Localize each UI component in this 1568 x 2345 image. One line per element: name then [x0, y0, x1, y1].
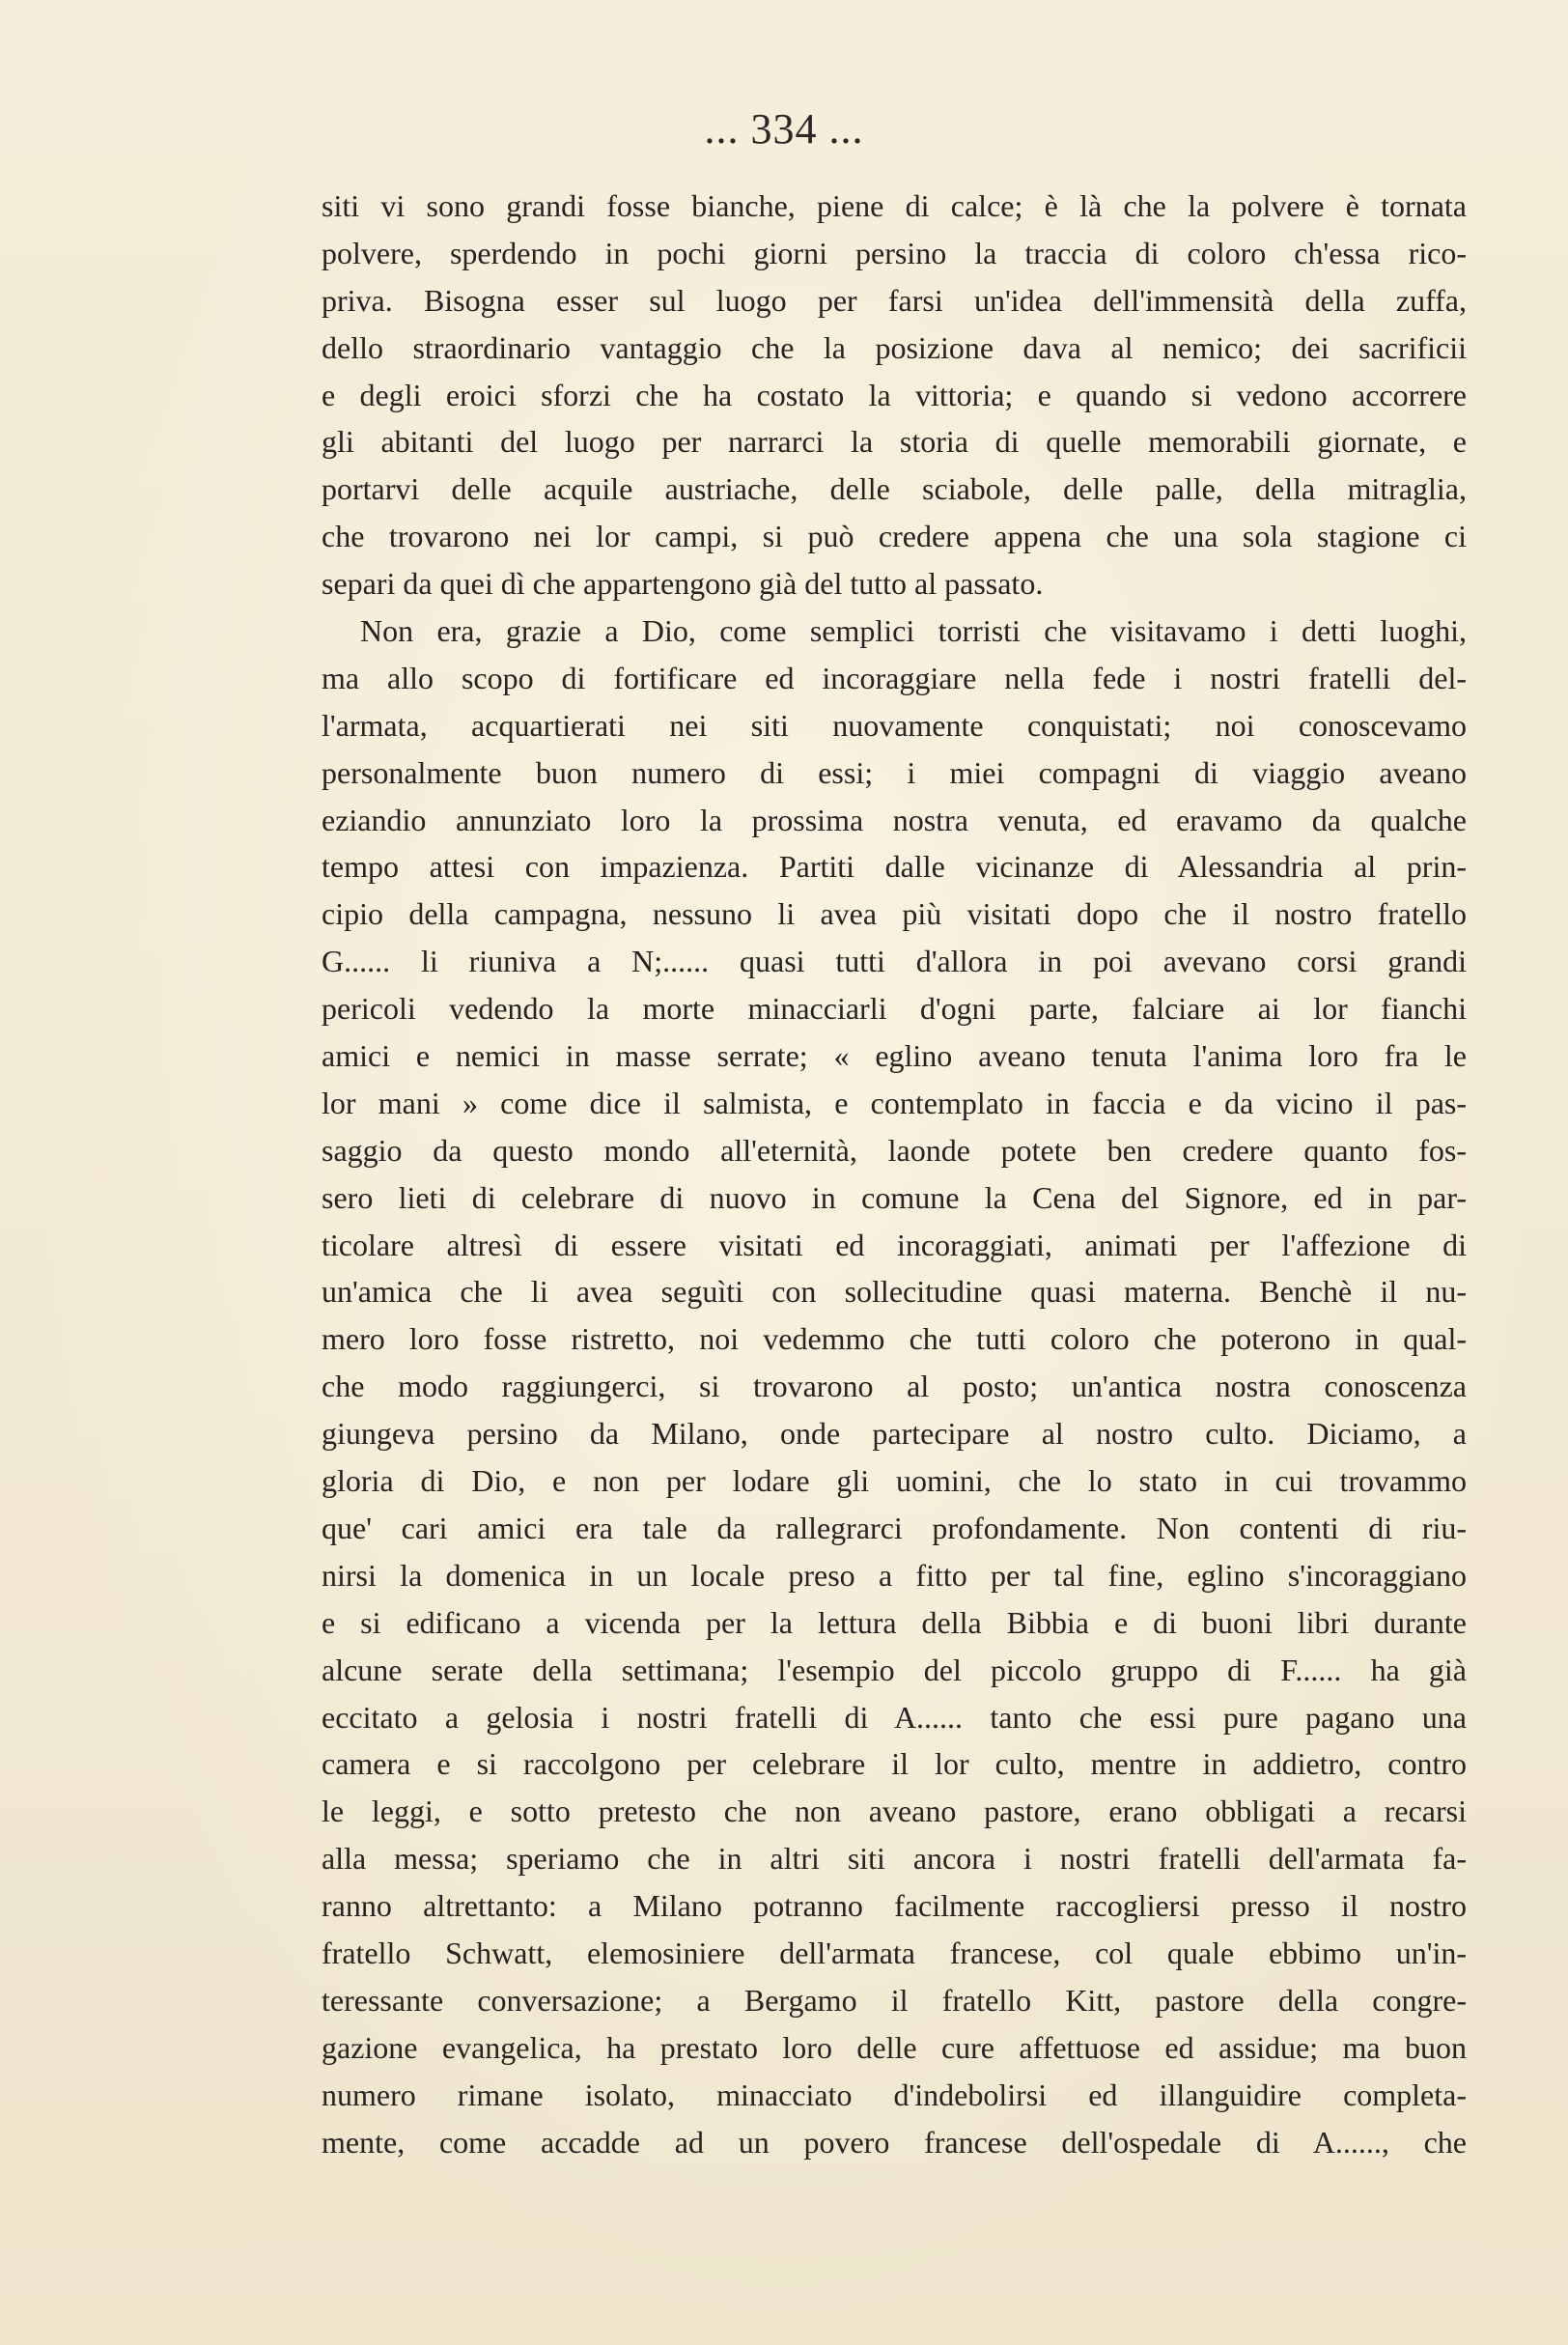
- text-line: sero lieti di celebrare di nuovo in comune la Cena del Signore, ed in par-: [322, 1179, 1467, 1215]
- text-line: polvere, sperdendo in pochi giorni persino la traccia di coloro ch'essa rico-: [322, 235, 1467, 270]
- text-line: alla messa; speriamo che in altri siti ancora i nostri fratelli dell'armata fa-: [322, 1841, 1467, 1877]
- text-line: un'amica che li avea seguìti con sollecitudine quasi materna. Benchè il nu-: [322, 1274, 1467, 1310]
- text-line: ma allo scopo di fortificare ed incoraggiare nella fede i nostri fratelli del-: [322, 660, 1467, 695]
- text-line: numero rimane isolato, minacciato d'indebolirsi ed illanguidire completa-: [322, 2077, 1467, 2112]
- text-line: ticolare altresì di essere visitati ed incoraggiati, animati per l'affezione di: [322, 1227, 1467, 1262]
- page-number: ... 334 ...: [704, 105, 864, 153]
- text-line: portarvi delle acquile austriache, delle sciabole, delle palle, della mitraglia,: [322, 471, 1467, 507]
- text-line: lor mani » come dice il salmista, e contemplato in faccia e da vicino il pas-: [322, 1085, 1467, 1120]
- text-line: mente, come accadde ad un povero francese dell'ospedale di A......, che: [322, 2124, 1467, 2160]
- text-line: fratello Schwatt, elemosiniere dell'armata francese, col quale ebbimo un'in-: [322, 1935, 1467, 1970]
- text-line: l'armata, acquartierati nei siti nuovamente conquistati; noi conoscevamo: [322, 707, 1467, 743]
- text-line: alcune serate della settimana; l'esempio del piccolo gruppo di F...... ha già: [322, 1652, 1467, 1687]
- body-text: [322, 183, 1467, 2165]
- text-line: le leggi, e sotto pretesto che non aveano pastore, erano obbligati a recarsi: [322, 1794, 1467, 1829]
- text-line: gloria di Dio, e non per lodare gli uomini, che lo stato in cui trovammo: [322, 1463, 1467, 1499]
- text-line: G...... li riuniva a N;...... quasi tutti d'allora in poi avevano corsi grandi: [322, 944, 1467, 979]
- text-line: dello straordinario vantaggio che la posizione dava al nemico; dei sacrificii: [322, 329, 1467, 365]
- text-line: che modo raggiungerci, si trovarono al posto; un'antica nostra conoscenza: [322, 1369, 1467, 1404]
- text-line: saggio da questo mondo all'eternità, laonde potete ben credere quanto fos-: [322, 1132, 1467, 1168]
- text-line: eccitato a gelosia i nostri fratelli di A...... tanto che essi pure pagano una: [322, 1699, 1467, 1735]
- text-line: siti vi sono grandi fosse bianche, piene di calce; è là che la polvere è tornata: [322, 188, 1467, 223]
- text-line: gli abitanti del luogo per narrarci la storia di quelle memorabili giornate, e: [322, 424, 1467, 460]
- text-line: camera e si raccolgono per celebrare il lor culto, mentre in addietro, contro: [322, 1746, 1467, 1782]
- text-line: ranno altrettanto: a Milano potranno facilmente raccogliersi presso il nostro: [322, 1888, 1467, 1924]
- text-line: giungeva persino da Milano, onde partecipare al nostro culto. Diciamo, a: [322, 1416, 1467, 1452]
- text-line: amici e nemici in masse serrate; « eglino aveano tenuta l'anima loro fra le: [322, 1038, 1467, 1074]
- text-line: gazione evangelica, ha prestato loro delle cure affettuose ed assidue; ma buon: [322, 2029, 1467, 2065]
- text-line: tempo attesi con impazienza. Partiti dalle vicinanze di Alessandria al prin-: [322, 849, 1467, 885]
- text-line: pericoli vedendo la morte minacciarli d'ogni parte, falciare ai lor fianchi: [322, 991, 1467, 1027]
- text-line: teressante conversazione; a Bergamo il fratello Kitt, pastore della congre-: [322, 1982, 1467, 2018]
- text-line: priva. Bisogna esser sul luogo per farsi un'idea dell'immensità della zuffa,: [322, 282, 1467, 318]
- text-line: separi da quei dì che appartengono già del tutto al passato.: [322, 566, 1044, 602]
- text-line: personalmente buon numero di essi; i miei compagni di viaggio aveano: [322, 754, 1467, 790]
- text-line: e si edificano a vicenda per la lettura della Bibbia e di buoni libri durante: [322, 1604, 1467, 1640]
- text-line: que' cari amici era tale da rallegrarci profondamente. Non contenti di riu-: [322, 1510, 1467, 1545]
- text-line: mero loro fosse ristretto, noi vedemmo che tutti coloro che poterono in qual-: [322, 1321, 1467, 1357]
- text-line: Non era, grazie a Dio, come semplici torristi che visitavamo i detti luoghi,: [360, 613, 1467, 649]
- text-line: cipio della campagna, nessuno li avea più visitati dopo che il nostro fratello: [322, 896, 1467, 932]
- text-line: eziandio annunziato loro la prossima nostra venuta, ed eravamo da qualche: [322, 802, 1467, 837]
- text-line: e degli eroici sforzi che ha costato la vittoria; e quando si vedono accorrere: [322, 377, 1467, 412]
- text-line: nirsi la domenica in un locale preso a fitto per tal fine, eglino s'incoraggiano: [322, 1557, 1467, 1593]
- text-line: che trovarono nei lor campi, si può credere appena che una sola stagione ci: [322, 519, 1467, 554]
